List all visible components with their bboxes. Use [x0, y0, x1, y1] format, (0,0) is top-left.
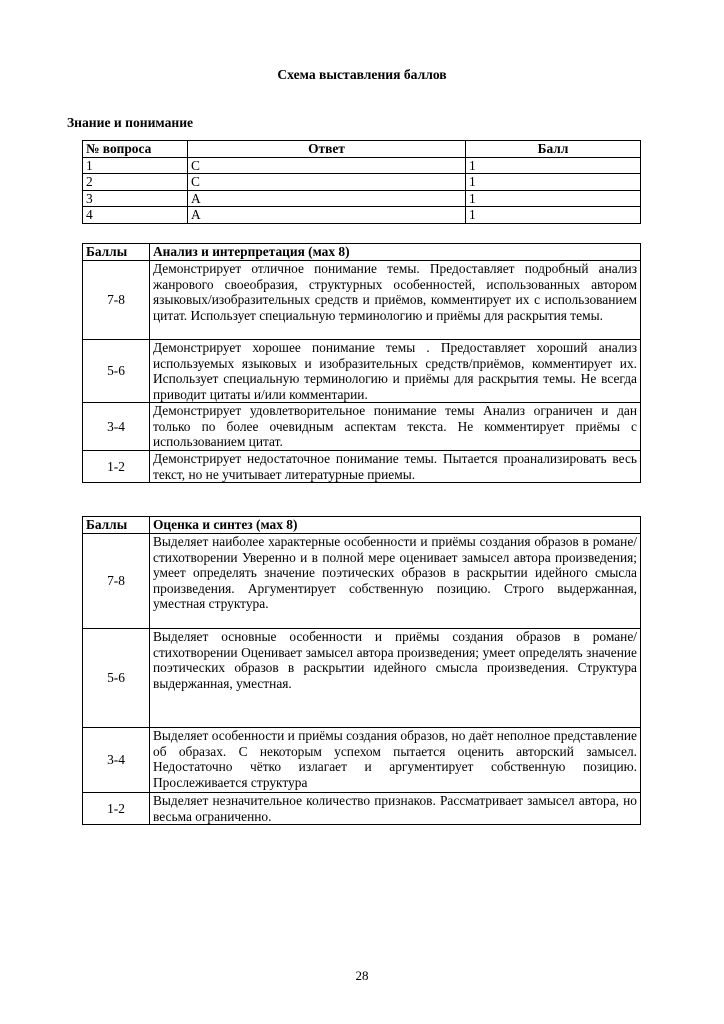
table-row — [83, 174, 641, 191]
evaluation-rubric-table — [82, 516, 641, 825]
table-row — [83, 340, 641, 403]
table-row — [83, 793, 641, 825]
table-row — [83, 728, 641, 793]
descriptor-cell: Выделяет незначительное количество признаков. Рассматривает замысел автора, но весьма ограниченно. — [150, 793, 641, 825]
score-cell: 1 — [466, 157, 641, 174]
answer-cell: C — [188, 174, 466, 191]
question-number: 1 — [83, 157, 188, 174]
question-number: 2 — [83, 174, 188, 191]
score-cell: 1 — [466, 190, 641, 207]
descriptor-cell: Демонстрирует хорошее понимание темы . Предоставляет хороший анализ используемых языковых и изобразительных средств/приёмов, комментирует их. Использует специальную терминологию и приёмы для раскрытия темы. Не всегда приводит цитаты и/или комментарии. — [150, 340, 641, 403]
column-header-answer: Ответ — [188, 141, 466, 158]
column-header-score: Балл — [466, 141, 641, 158]
column-header-criterion: Оценка и синтез (мах 8) — [150, 517, 641, 534]
descriptor-cell: Выделяет наиболее характерные особенности и приёмы создания образов в романе/стихотворении Уверенно и в полной мере оценивает замысел автора произведения; умеет определять значение поэтических образов в раскрытии идейного смысла произведения. Аргументирует собственную позицию. Строго выдержанная, уместная структура. — [150, 534, 641, 629]
table-row — [83, 629, 641, 728]
table-row — [83, 157, 641, 174]
table-header-row — [83, 244, 641, 261]
table-row — [83, 534, 641, 629]
score-band: 5-6 — [83, 340, 150, 403]
column-header-points: Баллы — [83, 244, 150, 261]
analysis-rubric-table — [82, 243, 641, 483]
score-band: 5-6 — [83, 629, 150, 728]
table-row — [83, 451, 641, 483]
score-band: 3-4 — [83, 728, 150, 793]
page-number: 28 — [355, 968, 369, 983]
table-row — [83, 403, 641, 451]
table-header-row — [83, 517, 641, 534]
column-header-points: Баллы — [83, 517, 150, 534]
page-title: Схема выставления баллов — [277, 67, 447, 82]
score-band: 7-8 — [83, 534, 150, 629]
question-number: 3 — [83, 190, 188, 207]
answer-cell: A — [188, 207, 466, 224]
descriptor-cell: Выделяет особенности и приёмы создания образов, но даёт неполное представление об образах. С некоторым успехом пытается оценить авторский замысел. Недостаточно чётко излагает и аргументирует собственную позицию. Прослеживается структура — [150, 728, 641, 793]
score-cell: 1 — [466, 174, 641, 191]
answer-key-table — [82, 140, 641, 224]
table-row — [83, 261, 641, 340]
question-number: 4 — [83, 207, 188, 224]
table-header-row — [83, 141, 641, 158]
answer-cell: A — [188, 190, 466, 207]
score-cell: 1 — [466, 207, 641, 224]
column-header-question: № вопроса — [83, 141, 188, 158]
descriptor-cell: Демонстрирует недостаточное понимание темы. Пытается проанализировать весь текст, но не учитывает литературные приемы. — [150, 451, 641, 483]
score-band: 3-4 — [83, 403, 150, 451]
section-heading-knowledge: Знание и понимание — [67, 115, 194, 130]
answer-cell: C — [188, 157, 466, 174]
descriptor-cell: Выделяет основные особенности и приёмы создания образов в романе/стихотворении Оценивает замысел автора произведения; умеет определять значение поэтических образов в раскрытии идейного смысла произведения. Структура выдержанная, уместная. — [150, 629, 641, 728]
score-band: 7-8 — [83, 261, 150, 340]
descriptor-cell: Демонстрирует удовлетворительное понимание темы Анализ ограничен и дан только по более очевидным аспектам текста. Не комментирует приёмы с использованием цитат. — [150, 403, 641, 451]
score-band: 1-2 — [83, 451, 150, 483]
score-band: 1-2 — [83, 793, 150, 825]
table-row — [83, 207, 641, 224]
table-row — [83, 190, 641, 207]
descriptor-cell: Демонстрирует отличное понимание темы. Предоставляет подробный анализ жанрового своеобразия, структурных особенностей, использованных автором языковых/изобразительных средств и приёмов, комментирует их с использованием цитат. Использует специальную терминологию и приёмы для раскрытия темы. — [150, 261, 641, 340]
column-header-criterion: Анализ и интерпретация (мах 8) — [150, 244, 641, 261]
